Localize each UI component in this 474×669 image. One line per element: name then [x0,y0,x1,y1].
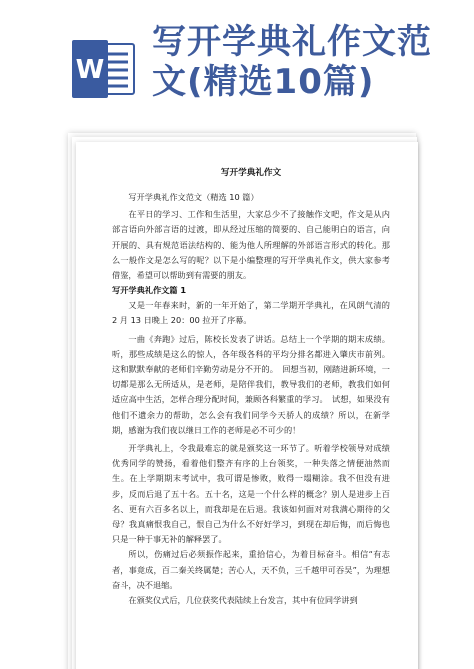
banner-title-line-1: 写开学典礼作文范 [152,22,432,62]
banner-title-line-2: 文(精选10篇) [152,62,375,102]
body-paragraph: 在颁奖仪式后，几位获奖代表陆续上台发言，其中有位同学讲到 [128,595,358,606]
document-page [76,142,418,669]
document-subtitle: 写开学典礼作文范文（精选 10 篇） [128,192,259,202]
body-paragraph: 又是一年春来时，新的一年开始了，第二学期开学典礼，在风朗气清的 2 月 13 日晚上 20：00 拉开了序幕。 [112,300,390,326]
body-paragraph: 所以，伤痛过后必须振作起来，重拾信心，为着目标奋斗。相信“有志者，事竟成，百二秦关终属楚；苦心人，天不负，三千越甲可吞吴”，为理想奋斗，决不退缩。 [112,549,390,590]
intro-paragraph: 在平日的学习、工作和生活里，大家总少不了接触作文吧，作文是从内部言语向外部言语的过渡，即从经过压缩的简要的、自己能明白的语言，向开展的、具有规范语法结构的、能为他人所理解的外部语言形式的转化。那么一般作文是怎么写的呢？以下是小编整理的写开学典礼作文，供大家参考借鉴，希望可以帮助到有需要的朋友。 [112,209,390,281]
body-paragraph: 开学典礼上，令我最难忘的就是颁奖这一环节了。听着学校领导对成绩优秀同学的赞扬，看着他们整齐有序的上台领奖，一种失落之情便油然而生。在上学期期末考试中，我可谓是惨败，败得一塌糊涂。我不但没有进步，反而后退了五十名。五十名，这是一个什么样的概念？别人是进步上百名、更有六百多名以上，而我却是在后退。我该如何面对对我满心期待的父母？我真痛恨我自己，恨自己为什么不好好学习，到现在却后悔，而后悔也只是一种于事无补的解释罢了。 [112,443,390,545]
word-document-icon [70,38,136,100]
section-heading: 写开学典礼作文篇 1 [112,285,187,296]
document-title: 写开学典礼作文 [220,168,282,178]
body-paragraph: 一曲《奔跑》过后，陈校长发表了讲话。总结上一个学期的期末成绩。听，那些成绩是这么的惊人，各年级各科的平均分排名都进入肇庆市前列。这和默默奉献的老师们辛勤劳动是分不开的。 回想当初，刚踏进新环境，一切都是那么无所适从，是老师，是陪伴我们，教导我们的老师，教我们如何适应高中生活，怎样合理分配时间，兼顾各科繁重的学习。 试想，如果没有他们不遗余力的帮助，怎么会有我们同学今天骄人的成绩？所以，在新学期，感谢为我们夜以继日工作的老师是必不可少的！ [112,333,390,435]
word-icon-letter: W [75,55,105,85]
banner-title [152,22,462,102]
